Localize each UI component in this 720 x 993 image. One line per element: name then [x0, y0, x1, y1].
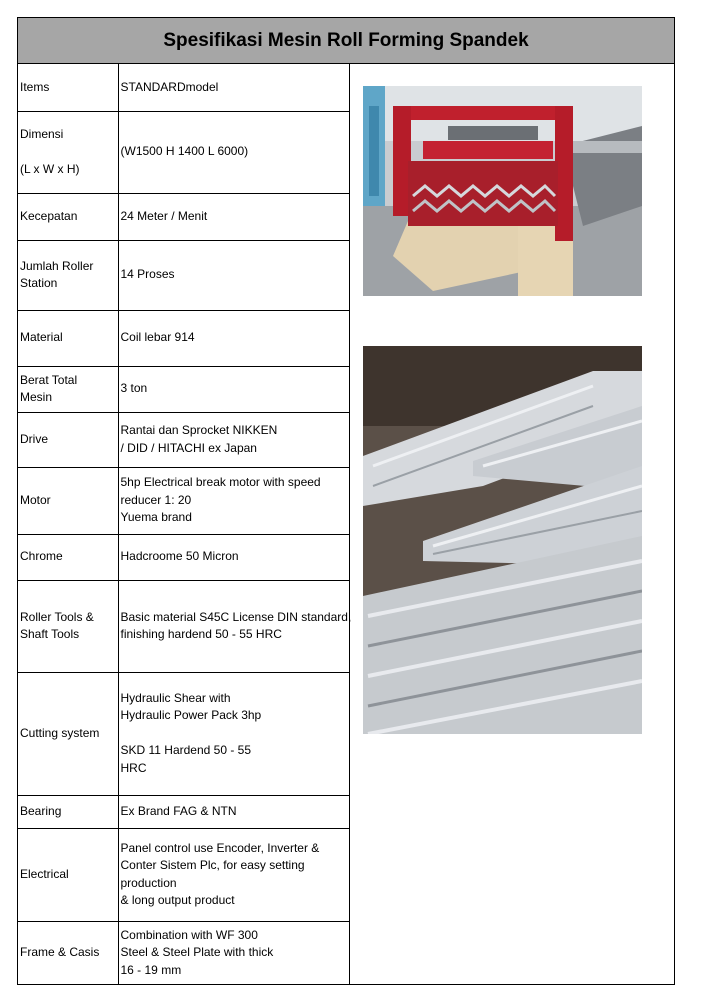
- spec-value-line: Hydraulic Shear with: [120, 690, 231, 705]
- table-row: [18, 921, 349, 984]
- spec-value: [118, 412, 349, 467]
- table-row: [18, 534, 349, 580]
- table-row: [18, 580, 349, 672]
- spec-value: Hadcroome 50 Micron: [118, 534, 349, 580]
- spec-key-line: Dimensi: [20, 126, 64, 141]
- spec-value-line: Panel control use Encoder, Inverter &: [120, 840, 320, 855]
- spec-value-line: production: [120, 875, 177, 890]
- spec-value-line: finishing hardend 50 - 55 HRC: [120, 627, 282, 641]
- spec-key-line: (L x W x H): [20, 161, 80, 176]
- spec-value: [118, 921, 349, 984]
- spec-key: Motor: [18, 467, 118, 534]
- spec-table: [18, 64, 350, 984]
- table-row: [18, 366, 349, 412]
- machine-photo: [363, 86, 642, 296]
- spec-key: [18, 111, 118, 193]
- photo-column: [349, 64, 674, 984]
- spec-key: Chrome: [18, 534, 118, 580]
- spec-value-line: 16 - 19 mm: [120, 962, 182, 977]
- spec-value: 3 ton: [118, 366, 349, 412]
- table-row: [18, 467, 349, 534]
- spec-key: Electrical: [18, 828, 118, 921]
- table-row: [18, 64, 349, 111]
- spec-key: Cutting system: [18, 672, 118, 795]
- table-row: [18, 310, 349, 366]
- spec-value-line: Yuema brand: [120, 510, 192, 525]
- spec-value-line: Combination with WF 300: [120, 927, 258, 942]
- table-row: [18, 828, 349, 921]
- spec-value-line: Conter Sistem Plc, for easy setting: [120, 858, 305, 872]
- spec-value-line: Hydraulic Power Pack 3hp: [120, 708, 262, 723]
- spec-value-line: 5hp Electrical break motor with speed: [120, 475, 321, 490]
- spec-key-line: Station: [20, 276, 58, 290]
- spec-key-line: Roller Tools &: [20, 609, 94, 624]
- spec-value: Coil lebar 914: [118, 310, 349, 366]
- spec-value: 14 Proses: [118, 240, 349, 310]
- spec-key: Kecepatan: [18, 193, 118, 240]
- spec-key: [18, 580, 118, 672]
- spec-value: 24 Meter / Menit: [118, 193, 349, 240]
- spec-key: Items: [18, 64, 118, 111]
- spec-value: [118, 672, 349, 795]
- spec-value-line: reducer 1: 20: [120, 492, 192, 507]
- spec-key: [18, 240, 118, 310]
- table-row: [18, 240, 349, 310]
- roofing-sheet-photo: [363, 346, 642, 734]
- spec-value: [118, 580, 352, 672]
- spec-sheet: [17, 17, 675, 985]
- spec-key: Drive: [18, 412, 118, 467]
- spec-value: STANDARDmodel: [118, 64, 349, 111]
- spec-value-line: SKD 11 Hardend 50 - 55: [120, 743, 252, 758]
- spec-value-line: & long output product: [120, 893, 235, 907]
- table-row: [18, 111, 349, 193]
- table-row: [18, 412, 349, 467]
- table-row: [18, 795, 349, 828]
- spec-key-line: Mesin: [20, 390, 53, 404]
- table-row: [18, 672, 349, 795]
- page-title: Spesifikasi Mesin Roll Forming Spandek: [18, 18, 674, 64]
- spec-key-line: Shaft Tools: [20, 627, 80, 641]
- spec-key-line: Berat Total: [20, 372, 78, 387]
- spec-key-line: Jumlah Roller: [20, 258, 94, 273]
- table-row: [18, 193, 349, 240]
- spec-value-line: / DID / HITACHI ex Japan: [120, 440, 257, 455]
- spec-value-line: Rantai dan Sprocket NIKKEN: [120, 423, 278, 437]
- spec-value-line: Basic material S45C License DIN standard,: [120, 609, 352, 624]
- spec-value: [118, 467, 349, 534]
- spec-key: Frame & Casis: [18, 921, 118, 984]
- spec-value-line: Steel & Steel Plate with thick: [120, 945, 274, 959]
- spec-key: [18, 366, 118, 412]
- spec-value: [118, 828, 349, 921]
- spec-value: Ex Brand FAG & NTN: [118, 795, 349, 828]
- spec-value: (W1500 H 1400 L 6000): [118, 111, 349, 193]
- spec-key: Bearing: [18, 795, 118, 828]
- spec-key: Material: [18, 310, 118, 366]
- spec-value-line: HRC: [120, 760, 147, 775]
